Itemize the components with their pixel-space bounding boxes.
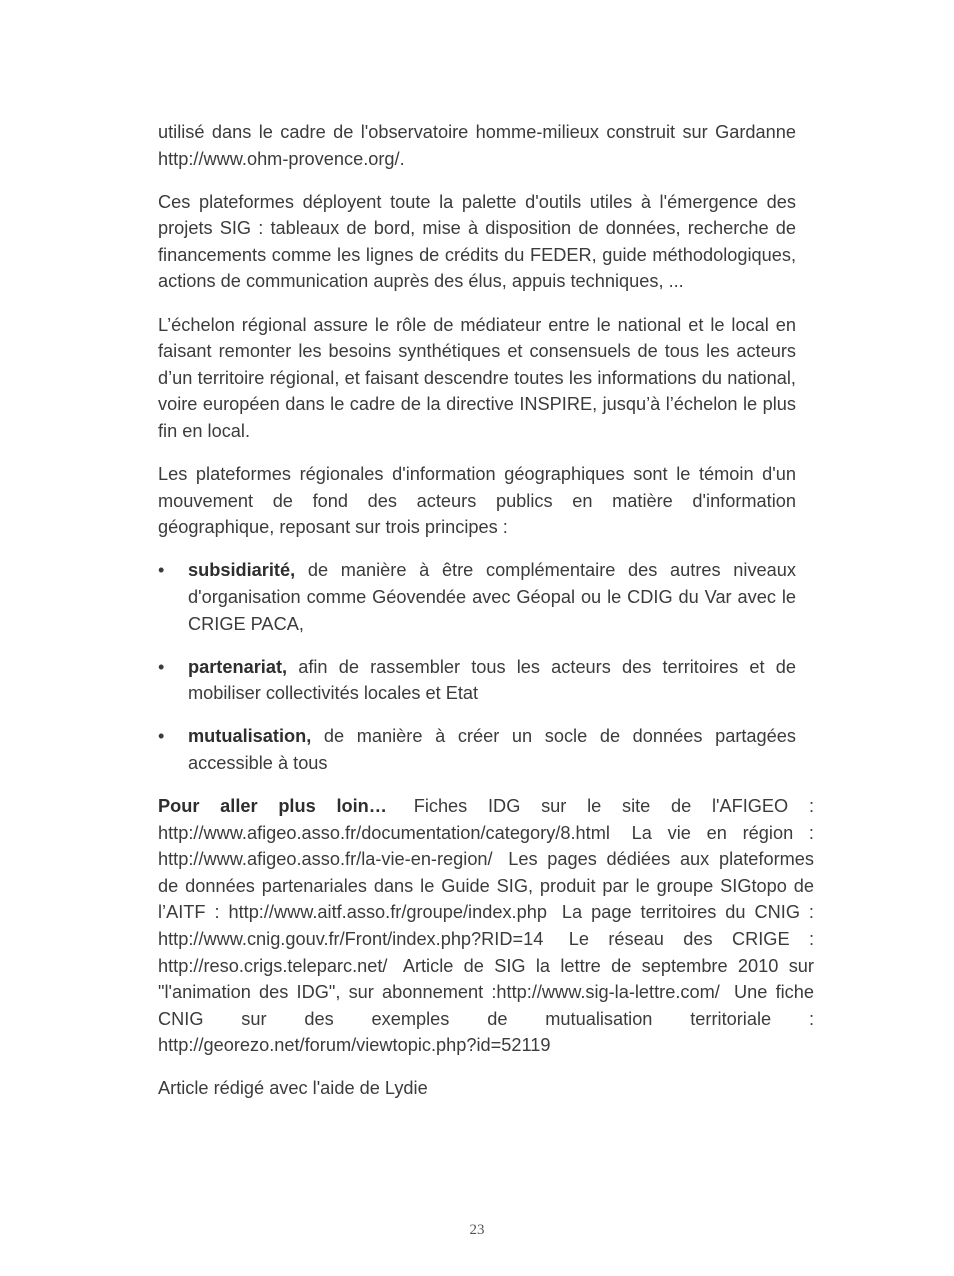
principles-list — [158, 557, 796, 776]
bullet-marker: • — [158, 656, 165, 677]
principle-description: afin de rassembler tous les acteurs des territoires et de mobiliser collectivités locales et Etat — [188, 656, 796, 704]
principle-term: subsidiarité, — [188, 560, 296, 581]
bullet-marker: • — [158, 560, 165, 581]
list-item — [158, 654, 796, 707]
paragraph-observatoire: utilisé dans le cadre de l'observatoire homme-milieux construit sur Gardanne http://www.ohm-provence.org/. — [158, 122, 796, 169]
paragraph-echelon-regional: L’échelon régional assure le rôle de médiateur entre le national et le local en faisant remonter les besoins synthétiques et consensuels de tous les acteurs d’un territoire régional, et faisant descendre toutes les informations du national, voire européen dans le cadre de la directive INSPIRE, jusqu’à l’échelon le plus fin en local. — [158, 314, 796, 441]
further-reading-heading: Pour aller plus loin… — [158, 795, 387, 816]
reading-link-afigeo-region[interactable]: La vie en région : http://www.afigeo.asso.fr/la-vie-en-region/ — [158, 822, 814, 870]
reading-link-crige[interactable]: Le réseau des CRIGE : http://reso.crigs.teleparc.net/ — [158, 928, 814, 976]
article-credit: Article rédigé avec l'aide de Lydie — [158, 1078, 428, 1099]
principle-description: de manière à être complémentaire des autres niveaux d'organisation comme Géovendée avec Géopal ou le CDIG du Var avec le CRIGE PACA, — [188, 560, 796, 634]
page-content — [158, 119, 814, 1119]
principle-term: mutualisation, — [188, 726, 312, 747]
principle-description: de manière à créer un socle de données partagées accessible à tous — [188, 726, 796, 773]
reading-link-afigeo-fiches[interactable]: Fiches IDG sur le site de l'AFIGEO : http://www.afigeo.asso.fr/documentation/category/8.html — [158, 795, 814, 843]
paragraph-principes-intro: Les plateformes régionales d'information géographiques sont le témoin d'un mouvement de fond des acteurs publics en matière d'information géographique, reposant sur trois principes : — [158, 464, 796, 538]
reading-link-cnig[interactable]: La page territoires du CNIG : http://www.cnig.gouv.fr/Front/index.php?RID=14 — [158, 902, 814, 949]
reading-link-aitf[interactable]: Les pages dédiées aux plateformes de données partenariales dans le Guide SIG, produit par le groupe SIGtopo de l’AITF : http://www.aitf.asso.fr/groupe/index.php — [158, 849, 814, 923]
list-item — [158, 557, 796, 637]
bullet-marker: • — [158, 726, 165, 747]
page-number: 23 — [469, 1222, 485, 1238]
reading-link-sig-lettre[interactable]: Article de SIG la lettre de septembre 2010 sur "l'animation des IDG", sur abonnement :http://www.sig-la-lettre.com/ — [158, 955, 814, 1003]
principle-term: partenariat, — [188, 656, 288, 677]
reading-link-georezo[interactable]: Une fiche CNIG sur des exemples de mutualisation territoriale : http://georezo.net/forum/viewtopic.php?id=52119 — [158, 982, 814, 1056]
paragraph-plateformes-outils: Ces plateformes déployent toute la palette d'outils utiles à l'émergence des projets SIG : tableaux de bord, mise à disposition de données, recherche de financements comme les lignes de crédits du FEDER, guide méthodologiques, actions de communication auprès des élus, appuis techniques, ... — [158, 191, 796, 292]
further-reading-paragraph — [158, 793, 814, 1059]
list-item — [158, 723, 796, 776]
